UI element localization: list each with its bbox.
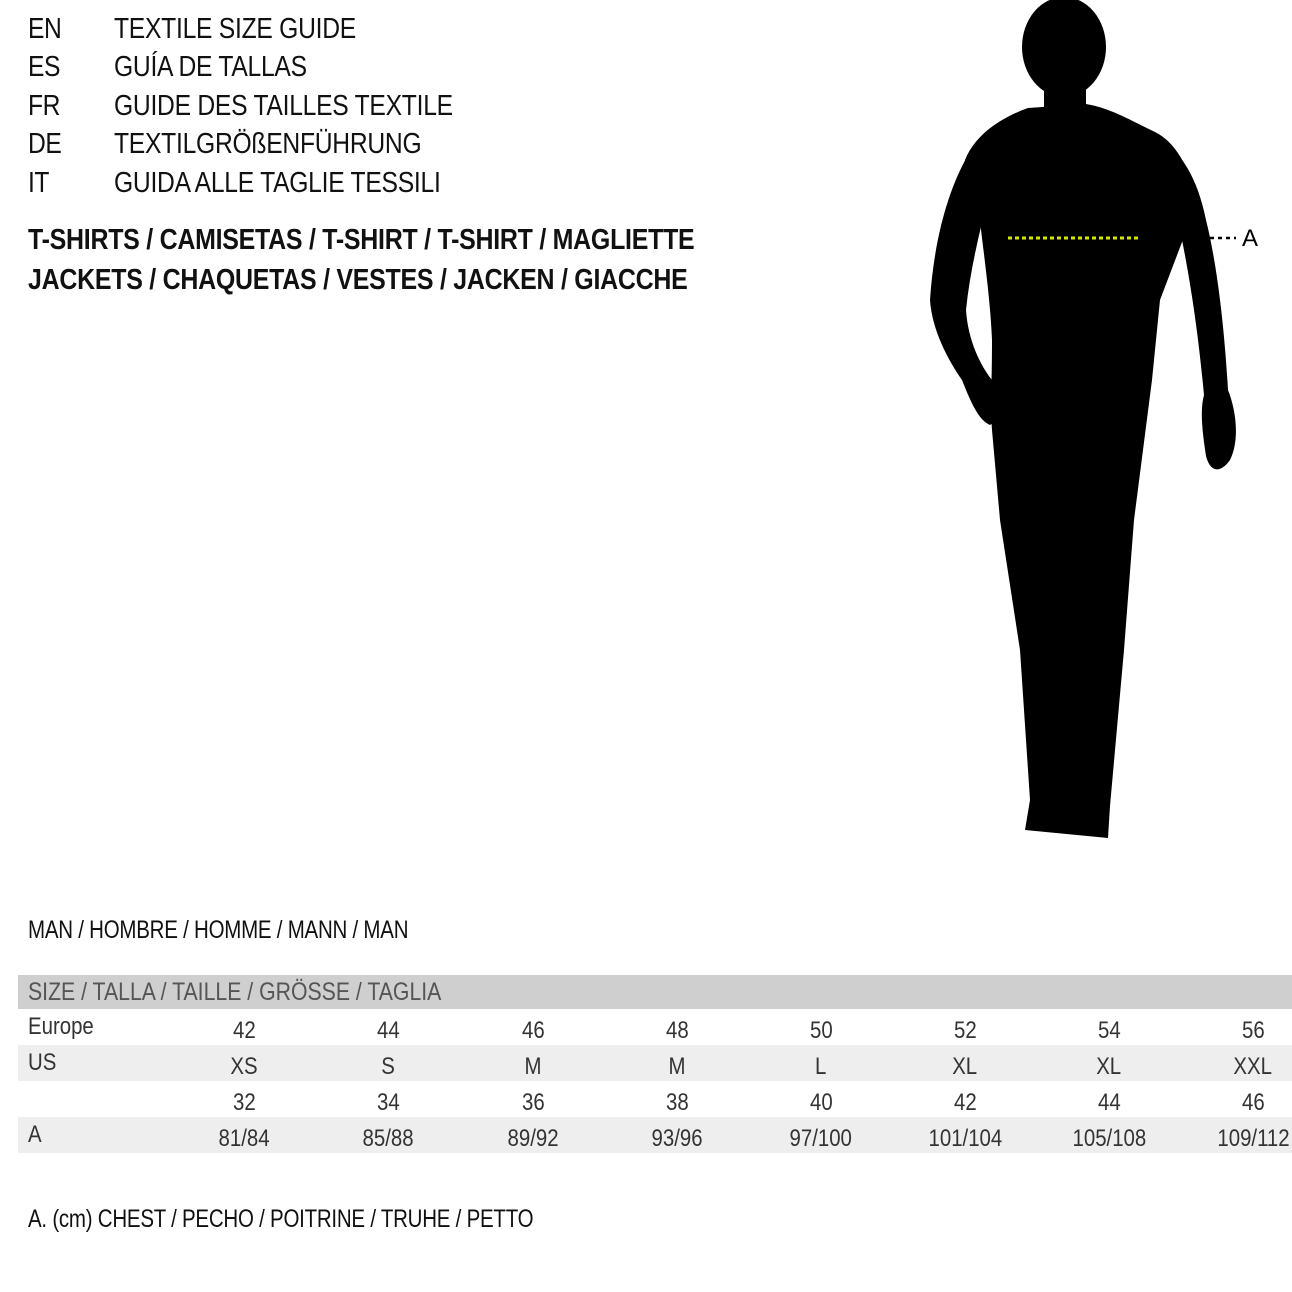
cell-value: 85/88 — [362, 1125, 414, 1152]
cell-value: 109/112 — [1216, 1125, 1290, 1152]
cell-value: 38 — [665, 1089, 689, 1116]
table-cell — [761, 1121, 881, 1157]
cell-value: XL — [952, 1053, 978, 1080]
cell-value: S — [381, 1053, 395, 1080]
table-cell — [761, 1049, 881, 1085]
table-cell — [1193, 1085, 1292, 1121]
table-cell — [184, 1049, 304, 1085]
language-row-fr — [28, 87, 513, 126]
cell-value: L — [815, 1053, 827, 1080]
language-code: IT — [28, 166, 50, 199]
table-cell — [328, 1049, 448, 1085]
cell-value: 89/92 — [507, 1125, 559, 1152]
man-silhouette-icon — [920, 0, 1292, 850]
language-row-it — [28, 164, 513, 203]
table-row — [18, 1081, 1292, 1117]
language-code: EN — [28, 12, 62, 45]
table-cell — [1049, 1121, 1169, 1157]
cell-value: 44 — [376, 1017, 400, 1044]
cell-value: 56 — [1241, 1017, 1265, 1044]
language-row-de — [28, 126, 513, 165]
cell-value: 42 — [953, 1089, 977, 1116]
table-cell — [1193, 1049, 1292, 1085]
language-row-es — [28, 49, 513, 88]
cell-value: 34 — [376, 1089, 400, 1116]
guide-title: TEXTILGRÖßENFÜHRUNG — [114, 128, 422, 161]
cell-value: 32 — [232, 1089, 256, 1116]
table-cell — [905, 1085, 1025, 1121]
table-cell — [1193, 1013, 1292, 1049]
cell-value: 46 — [1241, 1089, 1265, 1116]
table-header-label: SIZE / TALLA / TAILLE / GRÖSSE / TAGLIA — [28, 978, 442, 1006]
guide-title: GUIDE DES TAILLES TEXTILE — [114, 89, 453, 122]
cell-value: XL — [1096, 1053, 1122, 1080]
cell-value: XS — [230, 1053, 258, 1080]
chest-footnote: A. (cm) CHEST / PECHO / POITRINE / TRUHE / PETTO — [28, 1205, 534, 1233]
language-list — [28, 10, 513, 203]
language-code: FR — [28, 89, 61, 122]
language-code: ES — [28, 51, 61, 84]
language-code: DE — [28, 128, 62, 161]
guide-title: GUIDA ALLE TAGLIE TESSILI — [114, 166, 441, 199]
table-cell — [905, 1013, 1025, 1049]
cell-value: 40 — [809, 1089, 833, 1116]
row-label: A — [28, 1121, 42, 1148]
cell-value: 54 — [1097, 1017, 1121, 1044]
cell-value: 105/108 — [1072, 1125, 1146, 1152]
size-table — [18, 975, 1292, 1153]
row-label: US — [28, 1049, 57, 1076]
table-cell — [1049, 1085, 1169, 1121]
table-cell — [1049, 1013, 1169, 1049]
table-cell — [473, 1085, 593, 1121]
cell-value: M — [668, 1053, 686, 1080]
cell-value: 48 — [665, 1017, 689, 1044]
table-cell — [184, 1085, 304, 1121]
cell-value: M — [524, 1053, 542, 1080]
cell-value: 81/84 — [218, 1125, 270, 1152]
garment-categories — [28, 220, 803, 300]
cell-value: 50 — [809, 1017, 833, 1044]
table-cell — [473, 1013, 593, 1049]
table-cell — [905, 1121, 1025, 1157]
table-cell — [1193, 1121, 1292, 1157]
cell-value: 46 — [521, 1017, 545, 1044]
table-cell — [1049, 1049, 1169, 1085]
table-cell — [184, 1013, 304, 1049]
table-cell — [328, 1121, 448, 1157]
table-body — [18, 1009, 1292, 1153]
chest-marker-label: A — [1242, 225, 1259, 252]
table-cell — [328, 1085, 448, 1121]
cell-value: XXL — [1233, 1053, 1273, 1080]
cell-value: 42 — [232, 1017, 256, 1044]
table-cell — [617, 1013, 737, 1049]
section-title: MAN / HOMBRE / HOMME / MANN / MAN — [28, 916, 409, 944]
cell-value: 52 — [953, 1017, 977, 1044]
cell-value: 36 — [521, 1089, 545, 1116]
table-row — [18, 1009, 1292, 1045]
table-header — [18, 975, 1292, 1009]
table-row — [18, 1045, 1292, 1081]
table-cell — [617, 1121, 737, 1157]
cell-value: 101/104 — [928, 1125, 1002, 1152]
category-tshirts: T-SHIRTS / CAMISETAS / T-SHIRT / T-SHIRT / MAGLIETTE — [28, 224, 695, 256]
table-cell — [617, 1049, 737, 1085]
man-silhouette-figure — [920, 0, 1292, 850]
guide-title: TEXTILE SIZE GUIDE — [114, 12, 356, 45]
table-cell — [473, 1121, 593, 1157]
category-jackets: JACKETS / CHAQUETAS / VESTES / JACKEN / GIACCHE — [28, 264, 688, 296]
row-label: Europe — [28, 1013, 94, 1040]
guide-title: GUÍA DE TALLAS — [114, 51, 307, 84]
table-cell — [905, 1049, 1025, 1085]
table-cell — [184, 1121, 304, 1157]
table-cell — [761, 1085, 881, 1121]
cell-value: 93/96 — [651, 1125, 703, 1152]
table-cell — [617, 1085, 737, 1121]
table-cell — [328, 1013, 448, 1049]
table-cell — [761, 1013, 881, 1049]
cell-value: 97/100 — [789, 1125, 853, 1152]
cell-value: 44 — [1097, 1089, 1121, 1116]
table-cell — [473, 1049, 593, 1085]
language-row-en — [28, 10, 513, 49]
table-row — [18, 1117, 1292, 1153]
